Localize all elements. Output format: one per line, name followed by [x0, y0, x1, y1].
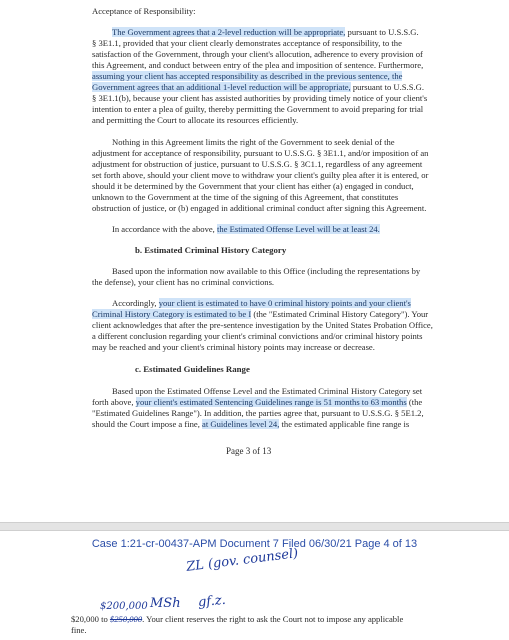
- text: the estimated applicable fine range is: [279, 419, 410, 429]
- text-line: [112, 27, 509, 38]
- text-line: and permitting the Court to allocate its resources efficiently.: [92, 115, 299, 125]
- text-line: [112, 298, 509, 309]
- text: pursuant to U.S.S.G.: [345, 27, 419, 37]
- text-line: intention to enter a plea of guilty, thereby permitting the Government to avoid preparing for trial: [92, 104, 424, 114]
- heading-guidelines-range: c. Estimated Guidelines Range: [135, 364, 250, 374]
- text-line: [92, 419, 509, 430]
- court-filing-header: Case 1:21-cr-00437-APM Document 7 Filed 06/30/21 Page 4 of 13: [91, 538, 418, 550]
- text-line: client acknowledges that after the pre-sentence investigation by the United States Probation Office,: [92, 320, 433, 330]
- text: (the "Estimated Criminal History Category"). Your: [251, 309, 429, 319]
- text-line: this Agreement, and conduct between entry of the plea and imposition of sentence. Furthermore,: [92, 60, 424, 70]
- text-line: [92, 397, 509, 408]
- text-line: Nothing in this Agreement limits the right of the Government to seek denial of the: [112, 137, 395, 147]
- text: . Your client reserves the right to ask the Court not to impose any applicable: [142, 614, 404, 624]
- highlight: Criminal History Category is estimated to be I: [92, 309, 252, 319]
- text: should the Court impose a fine,: [92, 419, 203, 429]
- highlight: The Government agrees that a 2-level reduction will be appropriate,: [112, 27, 346, 37]
- text-line: Based upon the information now available to this Office (including the representations by: [112, 266, 421, 276]
- text-line: adjustment for acceptance of responsibility, pursuant to U.S.S.G. § 3E1.1, and/or imposition of an: [92, 148, 429, 158]
- text-line: "Estimated Guidelines Range"). In addition, the parties agree that, pursuant to U.S.S.G. § 5E1.2,: [92, 408, 424, 418]
- page-divider: [0, 522, 509, 531]
- highlight: Government agrees that an additional 1-level reduction will be appropriate,: [92, 82, 351, 92]
- handwritten-initials: MSh: [150, 596, 181, 611]
- fine-range-line: [71, 614, 509, 625]
- text-line: may be reached and your client's criminal history points may increase or decrease.: [92, 342, 375, 352]
- text-line: a different conclusion regarding your client's criminal convictions and/or criminal history points: [92, 331, 423, 341]
- offense-level-line: [112, 224, 509, 235]
- highlight: your client is estimated to have 0 criminal history points and your client's: [158, 298, 411, 308]
- text-line: set forth above, should your client move to withdraw your client's guilty plea after it is entered, or: [92, 170, 429, 180]
- text-line: adjustment for obstruction of justice, pursuant to U.S.S.G. § 3C1.1, regardless of any agreement: [92, 159, 423, 169]
- text-line: Based upon the Estimated Offense Level and the Estimated Criminal History Category set: [112, 386, 423, 396]
- page-number: Page 3 of 13: [226, 446, 272, 456]
- highlight: assuming your client has accepted responsibility as described in the previous sentence, the: [92, 71, 403, 81]
- text-line: obstruction of justice, or (b) engaged in additional criminal conduct after signing this Agreement.: [92, 203, 427, 213]
- text: pursuant to U.S.S.G.: [350, 82, 424, 92]
- text-line: § 3E1.1, provided that your client clearly demonstrates acceptance of responsibility, to the: [92, 38, 402, 48]
- heading-criminal-history: b. Estimated Criminal History Category: [135, 245, 287, 255]
- text-line: [92, 82, 509, 93]
- text-line: § 3E1.1(b), because your client has assisted authorities by providing timely notice of your client's: [92, 93, 428, 103]
- text-line: the defense), your client has no criminal convictions.: [92, 277, 275, 287]
- text-line: fine.: [71, 625, 87, 635]
- handwritten-annotation: ZL (gov. counsel): [185, 546, 300, 575]
- text-line: [92, 309, 509, 320]
- text: forth above,: [92, 397, 136, 407]
- highlight: at Guidelines level 24,: [202, 419, 280, 429]
- text-line: [92, 71, 509, 82]
- struck-amount: $250,000: [109, 614, 143, 624]
- highlight: the Estimated Offense Level will be at least 24.: [216, 224, 380, 234]
- text-line: should it be determined by the Government that your client has either (a) engaged in conduct,: [92, 181, 414, 191]
- section-header: Acceptance of Responsibility:: [92, 6, 196, 16]
- handwritten-amount: $200,000: [100, 601, 148, 612]
- text: Accordingly,: [112, 298, 159, 308]
- text: (the: [406, 397, 423, 407]
- highlight: your client's estimated Sentencing Guidelines range is 51 months to 63 months: [135, 397, 407, 407]
- handwritten-initials: gf.z.: [197, 592, 227, 611]
- text: In accordance with the above,: [112, 224, 217, 234]
- text-line: satisfaction of the Government, through your client's allocution, adherence to every provision of: [92, 49, 423, 59]
- text: $20,000 to: [71, 614, 110, 624]
- text-line: unknown to the Government at the time of the signing of this Agreement, that constitutes: [92, 192, 399, 202]
